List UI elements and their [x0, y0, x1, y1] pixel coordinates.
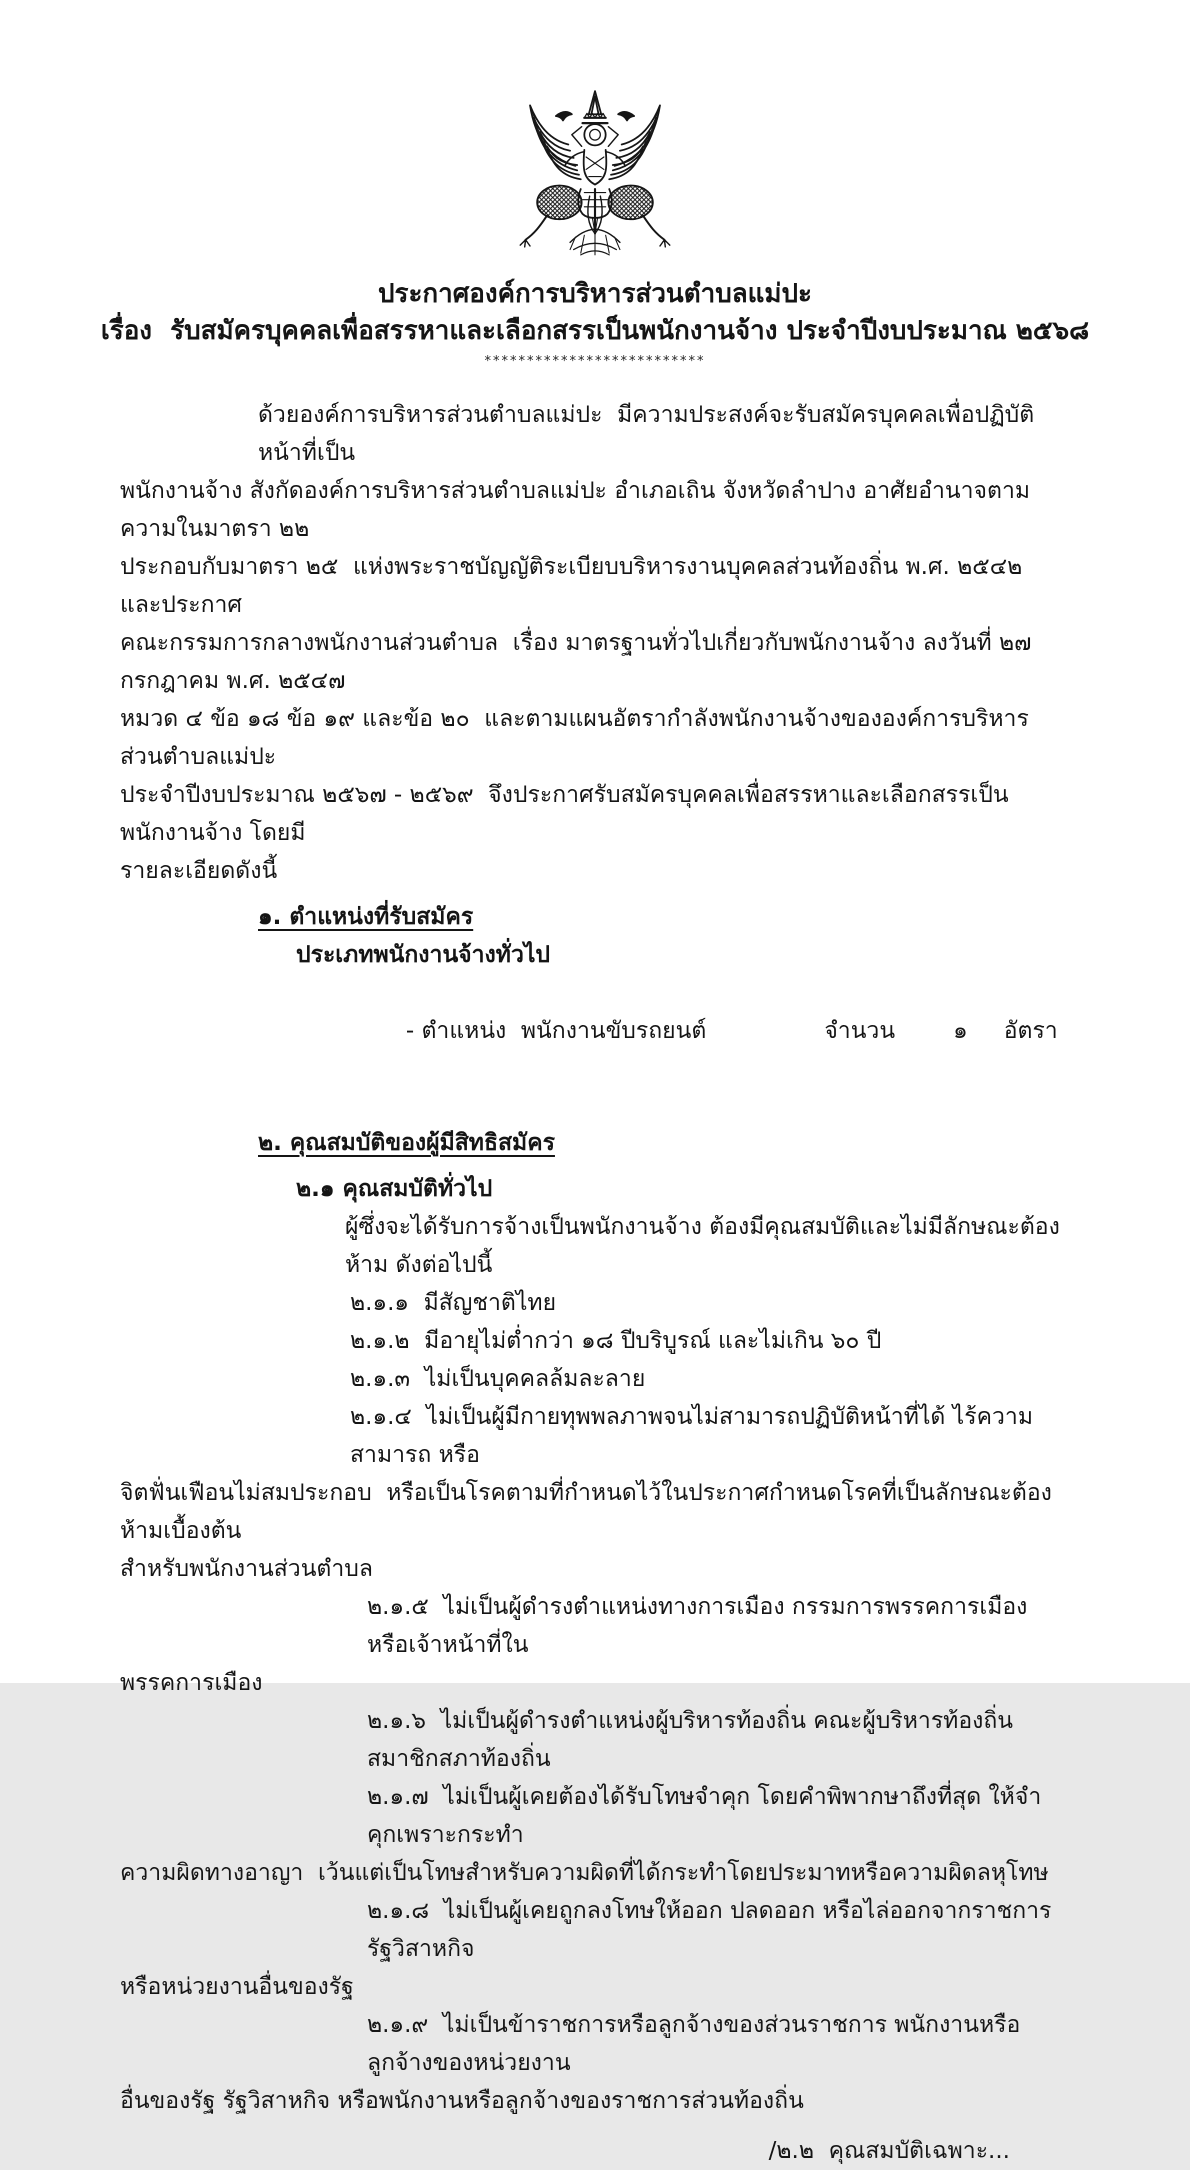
intro-line: หมวด ๔ ข้อ ๑๘ ข้อ ๑๙ และข้อ ๒๐ และตามแผนอัตรากำลังพนักงานจ้างขององค์การบริหารส่วนตำบลแม่ปะ — [120, 706, 1029, 770]
announcement-subject: เรื่อง รับสมัครบุคคลเพื่อสรรหาและเลือกสรรเป็นพนักงานจ้าง ประจำปีงบประมาณ ๒๕๖๘ — [100, 316, 1090, 346]
qualification-line: ๒.๑.๘ ไม่เป็นผู้เคยถูกลงโทษให้ออก ปลดออก หรือไล่ออกจากราชการ รัฐวิสาหกิจ — [367, 1898, 1059, 1962]
qualification-line: ๒.๑.๗ ไม่เป็นผู้เคยต้องได้รับโทษจำคุก โดยคำพิพากษาถึงที่สุด ให้จำคุกเพราะกระทำ — [367, 1784, 1042, 1848]
page-continuation-note: /๒.๒ คุณสมบัติเฉพาะ... — [768, 2138, 1010, 2164]
qualification-list — [120, 1284, 1070, 2120]
intro-line: ด้วยองค์การบริหารส่วนตำบลแม่ปะ มีความประสงค์จะรับสมัครบุคคลเพื่อปฏิบัติหน้าที่เป็น — [258, 402, 1035, 466]
qualification-line: ๒.๑.๓ ไม่เป็นบุคคลล้มละลาย — [350, 1366, 646, 1392]
position-row — [362, 974, 1070, 1088]
intro-line: พนักงานจ้าง สังกัดองค์การบริหารส่วนตำบลแม่ปะ อำเภอเถิน จังหวัดลำปาง อาศัยอำนาจตามความในมาตรา ๒๒ — [120, 478, 1031, 542]
intro-line: รายละเอียดดังนี้ — [120, 858, 278, 884]
emblem-container — [0, 0, 1190, 262]
qualification-line: พรรคการเมือง — [120, 1670, 263, 1696]
position-unit-label: อัตรา — [1003, 1018, 1058, 1044]
separator-stars: ************************** — [484, 354, 706, 369]
qualification-line: สำหรับพนักงานส่วนตำบล — [120, 1556, 373, 1582]
qualification-line: หรือหน่วยงานอื่นของรัฐ — [120, 1974, 354, 2000]
qualification-line: ๒.๑.๖ ไม่เป็นผู้ดำรงตำแหน่งผู้บริหารท้องถิ่น คณะผู้บริหารท้องถิ่น สมาชิกสภาท้องถิ่น — [367, 1708, 1021, 1772]
announcement-title: ประกาศองค์การบริหารส่วนตำบลแม่ปะ — [378, 279, 812, 309]
qualification-line: จิตฟั่นเฟือนไม่สมประกอบ หรือเป็นโรคตามที่กำหนดไว้ในประกาศกำหนดโรคที่เป็นลักษณะต้องห้ามเบื้องต้น — [120, 1480, 1052, 1544]
qualification-line: ๒.๑.๙ ไม่เป็นข้าราชการหรือลูกจ้างของส่วนราชการ พนักงานหรือลูกจ้างของหน่วยงาน — [367, 2012, 1021, 2076]
section2-subheading: ๒.๑ คุณสมบัติทั่วไป — [296, 1176, 493, 1202]
qualification-line: อื่นของรัฐ รัฐวิสาหกิจ หรือพนักงานหรือลูกจ้างของราชการส่วนท้องถิ่น — [120, 2088, 804, 2114]
position-label: - ตำแหน่ง พนักงานขับรถยนต์ — [405, 1018, 707, 1044]
section1-heading-text: ๑. ตำแหน่งที่รับสมัคร — [258, 904, 474, 930]
section2-heading-text: ๒. คุณสมบัติของผู้มีสิทธิสมัคร — [258, 1130, 555, 1156]
position-count-label: จำนวน — [824, 1018, 896, 1044]
section2-heading — [258, 1124, 1070, 1162]
section2-intro-line: ผู้ซึ่งจะได้รับการจ้างเป็นพนักงานจ้าง ต้องมีคุณสมบัติและไม่มีลักษณะต้องห้าม ดังต่อไปนี้ — [345, 1214, 1060, 1278]
garuda-emblem-icon — [505, 84, 685, 262]
intro-paragraph — [120, 396, 1070, 890]
qualification-line: ๒.๑.๒ มีอายุไม่ต่ำกว่า ๑๘ ปีบริบูรณ์ และไม่เกิน ๖๐ ปี — [350, 1328, 882, 1354]
intro-line: ประจำปีงบประมาณ ๒๕๖๗ - ๒๕๖๙ จึงประกาศรับสมัครบุคคลเพื่อสรรหาและเลือกสรรเป็นพนักงานจ้าง โดยมี — [120, 782, 1009, 846]
section1-type-label: ประเภทพนักงานจ้างทั่วไป — [296, 942, 551, 968]
qualification-line: ๒.๑.๔ ไม่เป็นผู้มีกายทุพพลภาพจนไม่สามารถปฏิบัติหน้าที่ได้ ไร้ความสามารถ หรือ — [350, 1404, 1033, 1468]
qualification-line: ๒.๑.๕ ไม่เป็นผู้ดำรงตำแหน่งทางการเมือง กรรมการพรรคการเมือง หรือเจ้าหน้าที่ใน — [367, 1594, 1035, 1658]
intro-line: คณะกรรมการกลางพนักงานส่วนตำบล เรื่อง มาตรฐานทั่วไปเกี่ยวกับพนักงานจ้าง ลงวันที่ ๒๗ กรกฎาคม พ.ศ. ๒๕๔๗ — [120, 630, 1039, 694]
section1-heading — [258, 898, 1070, 936]
qualification-line: ความผิดทางอาญา เว้นแต่เป็นโทษสำหรับความผิดที่ได้กระทำโดยประมาทหรือความผิดลหุโทษ — [120, 1860, 1049, 1886]
position-count-value: ๑ — [953, 1018, 968, 1044]
intro-line: ประกอบกับมาตรา ๒๕ แห่งพระราชบัญญัติระเบียบบริหารงานบุคคลส่วนท้องถิ่น พ.ศ. ๒๕๔๒ และประกาศ — [120, 554, 1037, 618]
qualification-line: ๒.๑.๑ มีสัญชาติไทย — [350, 1290, 557, 1316]
